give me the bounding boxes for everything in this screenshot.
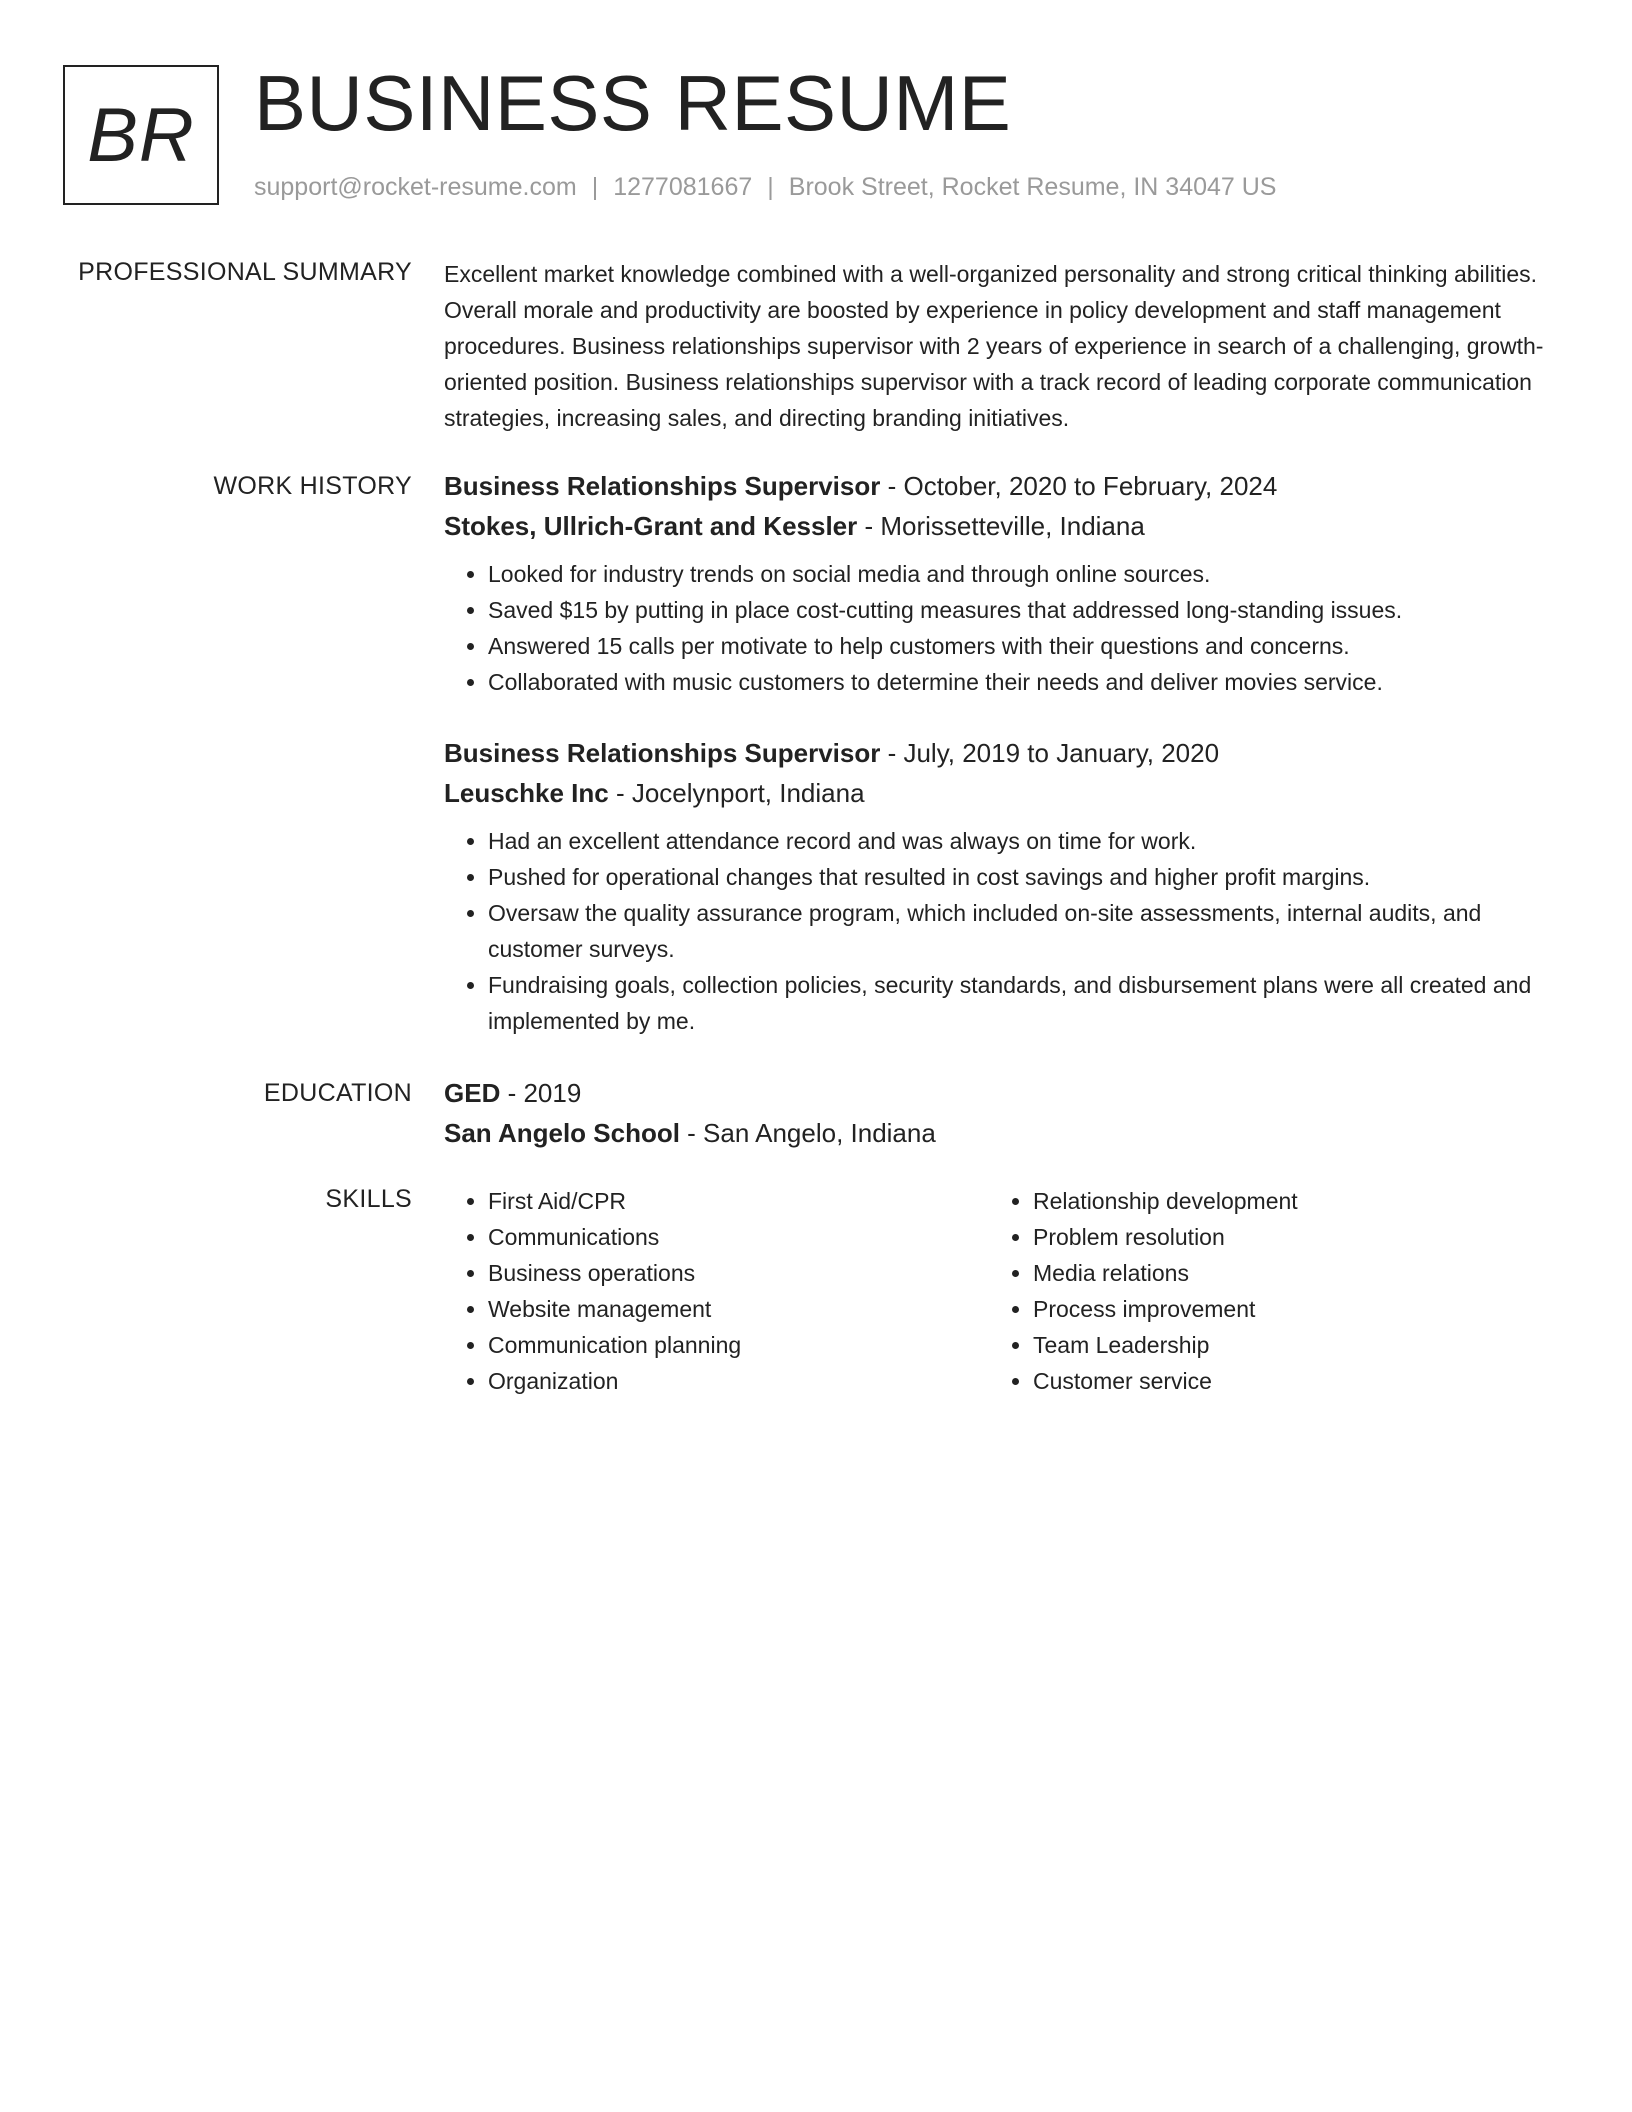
- skill-item: • Website management: [488, 1291, 984, 1327]
- skill-item: • Relationship development: [1033, 1183, 1529, 1219]
- skills-list: [989, 1183, 1529, 1399]
- skill-item: • Organization: [488, 1363, 984, 1399]
- summary-content: [444, 256, 1554, 436]
- job-entry: [444, 733, 1554, 1039]
- job-location: - Morissetteville, Indiana: [857, 511, 1145, 541]
- skill-item: • Process improvement: [1033, 1291, 1529, 1327]
- education-year: - 2019: [500, 1078, 582, 1108]
- job-bullets: [444, 823, 1554, 1039]
- skill-item: • Team Leadership: [1033, 1327, 1529, 1363]
- job-bullet: • Oversaw the quality assurance program, which included on-site assessments, internal audits, and customer surveys.: [488, 895, 1554, 967]
- job-bullet: • Had an excellent attendance record and was always on time for work.: [488, 823, 1554, 859]
- education-content: [444, 1073, 1554, 1153]
- job-dates: - October, 2020 to February, 2024: [880, 471, 1278, 501]
- monogram-logo: BR: [63, 65, 219, 205]
- job-entry: [444, 466, 1554, 700]
- job-bullet: • Saved $15 by putting in place cost-cutting measures that addressed long-standing issues.: [488, 592, 1554, 628]
- job-company: Stokes, Ullrich-Grant and Kessler: [444, 511, 858, 541]
- job-dates: - July, 2019 to January, 2020: [880, 738, 1220, 768]
- resume-title: BUSINESS RESUME: [254, 59, 1012, 147]
- contact-separator: |: [767, 173, 774, 201]
- contact-phone: 1277081667: [613, 173, 753, 201]
- skills-column-left: [444, 1183, 984, 1399]
- job-company: Leuschke Inc: [444, 778, 609, 808]
- skills-column-right: [989, 1183, 1529, 1399]
- education-degree: GED: [444, 1078, 501, 1108]
- job-bullet: • Collaborated with music customers to determine their needs and deliver movies service.: [488, 664, 1554, 700]
- resume-header: [63, 59, 1563, 210]
- section-label-education: EDUCATION: [263, 1079, 412, 1107]
- contact-email: support@rocket-resume.com: [254, 173, 577, 201]
- job-title-line: [444, 466, 1554, 506]
- skill-item: • Communication planning: [488, 1327, 984, 1363]
- contact-address: Brook Street, Rocket Resume, IN 34047 US: [788, 173, 1277, 201]
- education-location: - San Angelo, Indiana: [679, 1118, 936, 1148]
- job-bullet: • Pushed for operational changes that resulted in cost savings and higher profit margins.: [488, 859, 1554, 895]
- job-location: - Jocelynport, Indiana: [608, 778, 865, 808]
- education-degree-line: [444, 1073, 1554, 1113]
- job-bullet: • Looked for industry trends on social media and through online sources.: [488, 556, 1554, 592]
- section-label-work-history: WORK HISTORY: [213, 472, 412, 500]
- job-title-line: [444, 733, 1554, 773]
- education-school: San Angelo School: [444, 1118, 680, 1148]
- skill-item: • Problem resolution: [1033, 1219, 1529, 1255]
- job-title: Business Relationships Supervisor: [444, 471, 881, 501]
- education-school-line: [444, 1113, 1554, 1153]
- skill-item: • First Aid/CPR: [488, 1183, 984, 1219]
- skills-list: [444, 1183, 984, 1399]
- skill-item: • Media relations: [1033, 1255, 1529, 1291]
- skills-content: [444, 1183, 1554, 1403]
- job-bullet: • Fundraising goals, collection policies, security standards, and disbursement plans were all created and implemented by me.: [488, 967, 1554, 1039]
- contact-separator: |: [591, 173, 599, 201]
- job-company-line: [444, 773, 1554, 813]
- skill-item: • Communications: [488, 1219, 984, 1255]
- summary-text: Excellent market knowledge combined with a well-organized personality and strong critical thinking abilities. Overall morale and productivity are boosted by experience in policy development and staff management procedures. Business relationships supervisor with 2 years of experience in search of a challenging, growth-oriented position. Business relationships supervisor with a track record of leading corporate communication strategies, increasing sales, and directing branding initiatives.: [444, 261, 1544, 431]
- skill-item: • Business operations: [488, 1255, 984, 1291]
- section-label-skills: SKILLS: [325, 1185, 412, 1213]
- contact-line: [254, 173, 1277, 202]
- job-title: Business Relationships Supervisor: [444, 738, 881, 768]
- section-label-summary: PROFESSIONAL SUMMARY: [78, 258, 412, 286]
- job-company-line: [444, 506, 1554, 546]
- work-history-content: [444, 466, 1554, 1039]
- skill-item: • Customer service: [1033, 1363, 1529, 1399]
- job-bullet: • Answered 15 calls per motivate to help customers with their questions and concerns.: [488, 628, 1554, 664]
- job-bullets: [444, 556, 1554, 700]
